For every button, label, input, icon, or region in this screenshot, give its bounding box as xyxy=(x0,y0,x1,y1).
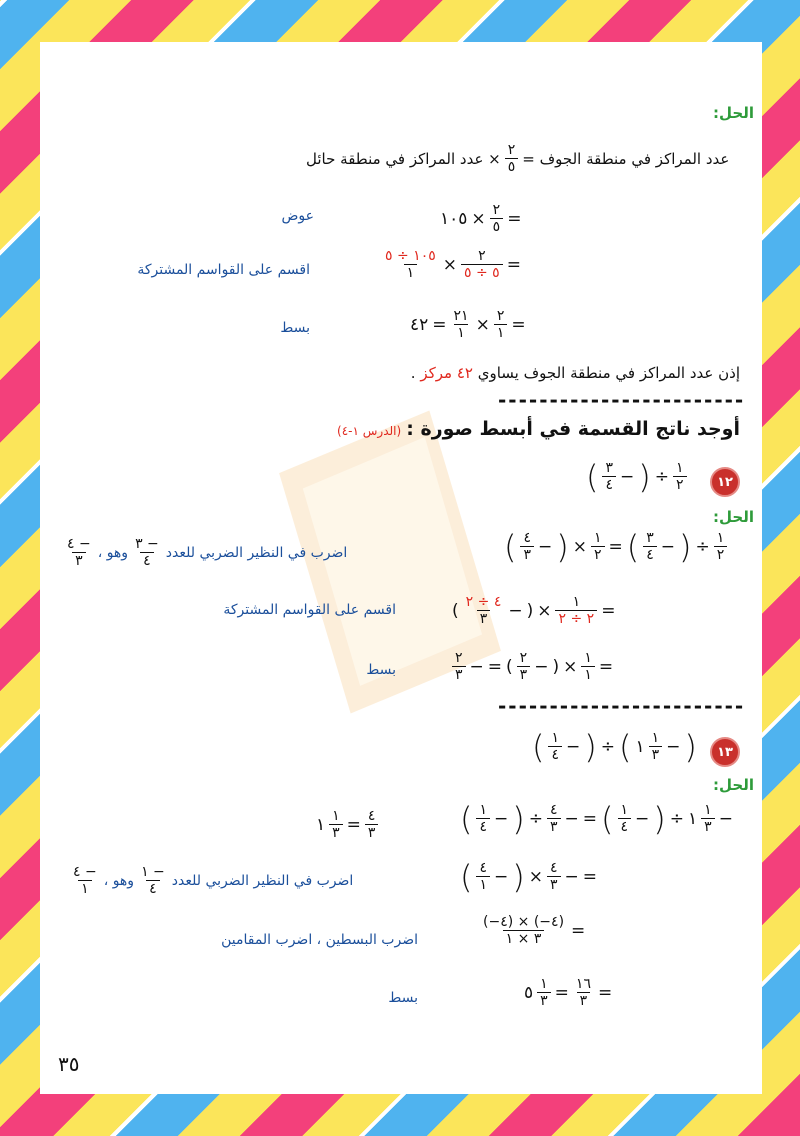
step-substitute: ١٠٥ × $\frac{٢}{٥}$ = xyxy=(440,202,522,235)
q13-note-reciprocal: $\frac{٤ -}{١}$ ، وهو $\frac{١ -}{٤}$ اضرب في النظير الضربي للعدد xyxy=(73,864,354,897)
q12-step-1: ( $\frac{٤}{٣}$ − ) × $\frac{١}{٢}$ = ( $\frac{٣}{٤}$ − ) ÷ $\frac{١}{٢}$ xyxy=(504,530,727,563)
q12-expression: ( $\frac{٣}{٤}$ − ) ÷ $\frac{١}{٢}$ xyxy=(586,460,687,493)
note-substitute: عوض xyxy=(281,208,314,224)
q13-solution-label: الحل: xyxy=(713,776,754,794)
q12-step-3: $\frac{٢}{٣}$ − = ( $\frac{٢}{٣}$ − ) × $\frac{١}{١}$ = xyxy=(452,650,613,683)
q12-number-badge: ١٢ xyxy=(710,467,740,497)
q13-note-simplify: بسط xyxy=(388,990,418,1006)
q13-step-2: ( $\frac{٤}{١}$ − ) × $\frac{٤}{٣}$ − = xyxy=(460,857,598,896)
q13-number-badge: ١٣ xyxy=(710,737,740,767)
q13-note-multiply: اضرب البسطين ، اضرب المقامين xyxy=(221,932,418,948)
fraction-two-fifths: $\frac{٢}{٥}$ xyxy=(505,142,519,175)
q13-step-1: ( $\frac{١}{٤}$ − ) ÷ $\frac{٤}{٣}$ − = ( $\frac{١}{٤}$ − ) ÷ ١ $\frac{١}{٣}$ − xyxy=(460,799,733,838)
q13-mixed-to-improper: ١ $\frac{١}{٣}$ = $\frac{٤}{٣}$ xyxy=(316,808,378,841)
page-sheet xyxy=(40,42,762,1094)
q12-step-2: ( $\frac{٤ \div ٢}{٣}$ − ) × $\frac{١}{٢ \div ٢}$ = xyxy=(452,594,616,627)
q12-solution-label: الحل: xyxy=(713,508,754,526)
solution-label: الحل: xyxy=(713,104,754,122)
q12-note-reciprocal: $\frac{٤ -}{٣}$ ، وهو $\frac{٣ -}{٤}$ اضرب في النظير الضربي للعدد xyxy=(67,536,348,569)
step-cancel: $\frac{١٠٥ \div ٥}{١}$ × $\frac{٢}{٥ \div ٥}$ = xyxy=(385,248,521,281)
rule-text-a: عدد المراكز في منطقة الجوف = xyxy=(522,149,730,168)
page-number: ٣٥ xyxy=(58,1052,80,1076)
rule-equation xyxy=(306,142,729,175)
note-simplify: بسط xyxy=(280,320,310,336)
q13-step-3: $\frac{(-٤) \times (-٤)}{٣ \times ١}$ = xyxy=(483,914,586,947)
q13-step-4: ٥ $\frac{١}{٣}$ = $\frac{١٦}{٣}$ = xyxy=(524,976,613,1009)
rule-text-b: × عدد المراكز في منطقة حائل xyxy=(306,149,501,168)
divider-1: ------------------------ xyxy=(498,388,746,412)
conclusion: إذن عدد المراكز في منطقة الجوف يساوي ٤٢ مركز . xyxy=(410,364,740,382)
q13-expression: ( $\frac{١}{٤}$ − ) ÷ ( ١ $\frac{١}{٣}$ − ) xyxy=(532,727,697,766)
note-cancel: اقسم على القواسم المشتركة xyxy=(137,262,310,278)
step-simplify: ٤٢ = $\frac{٢١}{١}$ × $\frac{٢}{١}$ = xyxy=(410,308,526,341)
q12-note-cancel: اقسم على القواسم المشتركة xyxy=(223,602,396,618)
divider-2: ------------------------ xyxy=(498,694,746,718)
section-heading: أوجد ناتج القسمة في أبسط صورة : (الدرس ١-٤) xyxy=(337,418,740,440)
lesson-ref: (الدرس ١-٤) xyxy=(337,424,402,438)
q12-note-simplify: بسط xyxy=(366,662,396,678)
